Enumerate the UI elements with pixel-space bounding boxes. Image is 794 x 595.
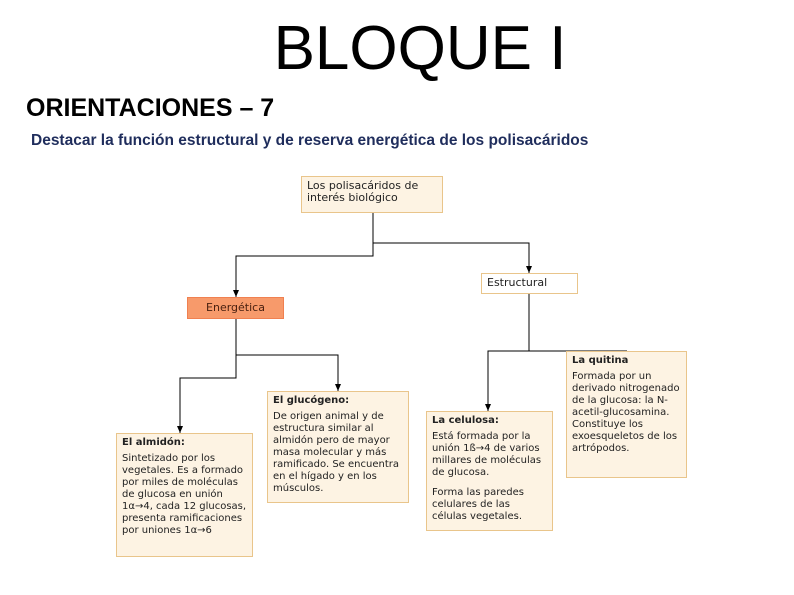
connector-energetic-glucogeno: [236, 319, 338, 391]
almidon-heading: El almidón:: [122, 437, 185, 448]
arrow-structural: [526, 266, 532, 273]
slide-subtitle: ORIENTACIONES – 7: [26, 94, 275, 122]
glucogeno-text: De origen animal y de estructura similar al almidón pero de mayor masa molecular y más ramificado. Se encuentra en el hígado y en los músculos.: [273, 411, 399, 494]
celulosa-text: Está formada por la unión 1ß→4 de varios millares de moléculas de glucosa.: [432, 431, 542, 478]
node-structural-label: Estructural: [487, 276, 548, 289]
node-energetic: [187, 297, 284, 319]
slide-title: BLOQUE I: [273, 14, 567, 83]
node-almidon: [116, 433, 253, 557]
node-glucogeno: [267, 391, 409, 503]
node-quitina: [566, 351, 687, 478]
connector-energetic-almidon: [180, 355, 236, 433]
glucogeno-heading: El glucógeno:: [273, 395, 350, 406]
node-polysaccharides: [301, 176, 443, 213]
connector-root-structural: [373, 213, 529, 273]
node-energetic-label: Energética: [206, 301, 265, 314]
quitina-heading: La quitina: [572, 355, 629, 366]
connector-structural-celulosa: [488, 321, 529, 411]
node-celulosa: [426, 411, 553, 531]
connector-root-energetic: [236, 243, 373, 297]
node-structural: [481, 273, 578, 294]
almidon-text: Sintetizado por los vegetales. Es a formado por miles de moléculas de glucosa en unión 1α→4, cada 12 glucosas, presenta ramificaciones por uniones 1α→6: [122, 453, 247, 536]
node-polysaccharides-label: Los polisacáridos de interés biológico: [307, 179, 419, 204]
arrow-energetic: [233, 290, 239, 297]
arrow-glucogeno: [335, 384, 341, 391]
quitina-text: Formada por un derivado nitrogenado de la glucosa: la N-acetil-glucosamina. Constituye los exoesqueletos de los artrópodos.: [572, 371, 680, 454]
celulosa-text-2: Forma las paredes celulares de las células vegetales.: [432, 487, 525, 522]
arrow-celulosa: [485, 404, 491, 411]
arrow-almidon: [177, 426, 183, 433]
slide-objective: Destacar la función estructural y de reserva energética de los polisacáridos: [31, 132, 589, 149]
celulosa-heading: La celulosa:: [432, 415, 499, 426]
